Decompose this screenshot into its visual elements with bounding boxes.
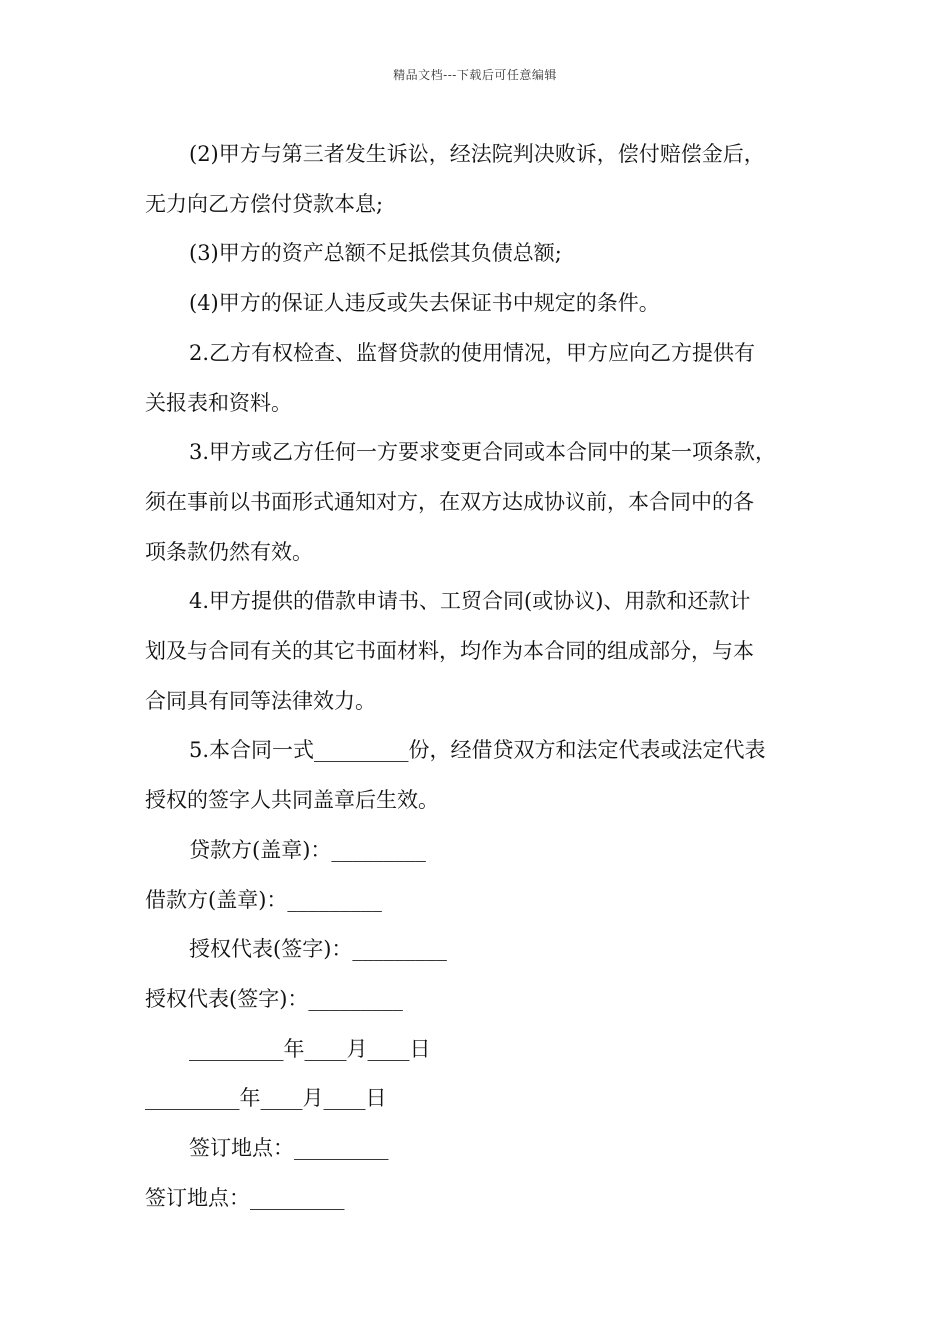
text-line: 3.甲方或乙方任何一方要求变更合同或本合同中的某一项条款，	[189, 440, 777, 465]
authorized-rep-signature-line: 授权代表(签字)：_________	[189, 937, 447, 962]
text-line: (3)甲方的资产总额不足抵偿其负债总额;	[189, 241, 562, 266]
authorized-rep-signature-line: 授权代表(签字)：_________	[145, 986, 403, 1011]
text-line: (4)甲方的保证人违反或失去保证书中规定的条件。	[189, 291, 660, 316]
text-line: 合同具有同等法律效力。	[145, 688, 376, 713]
text-line: 无力向乙方偿付贷款本息;	[145, 191, 384, 216]
text-line: 须在事前以书面形式通知对方，在双方达成协议前，本合同中的各	[145, 489, 754, 514]
date-line: _________年____月____日	[145, 1086, 387, 1111]
signing-place-line: 签订地点：_________	[145, 1185, 345, 1210]
text-line: 划及与合同有关的其它书面材料，均作为本合同的组成部分，与本	[145, 639, 754, 664]
page-header: 精品文档---下载后可任意编辑	[393, 68, 557, 82]
text-line: (2)甲方与第三者发生诉讼，经法院判决败诉，偿付赔偿金后，	[189, 142, 765, 166]
signing-place-line: 签订地点：_________	[189, 1136, 389, 1161]
text-line: 4.甲方提供的借款申请书、工贸合同(或协议)、用款和还款计	[189, 589, 751, 614]
text-line: 2.乙方有权检查、监督贷款的使用情况，甲方应向乙方提供有	[189, 340, 756, 365]
date-line: _________年____月____日	[189, 1036, 431, 1061]
borrower-seal-line: 借款方(盖章)：_________	[145, 887, 382, 912]
lender-seal-line: 贷款方(盖章)：_________	[189, 837, 426, 862]
text-line: 项条款仍然有效。	[145, 539, 313, 564]
text-line: 5.本合同一式_________份，经借贷双方和法定代表或法定代表	[189, 738, 766, 763]
document-body	[145, 130, 825, 1223]
text-line: 关报表和资料。	[145, 390, 292, 415]
text-line: 授权的签字人共同盖章后生效。	[145, 788, 439, 813]
